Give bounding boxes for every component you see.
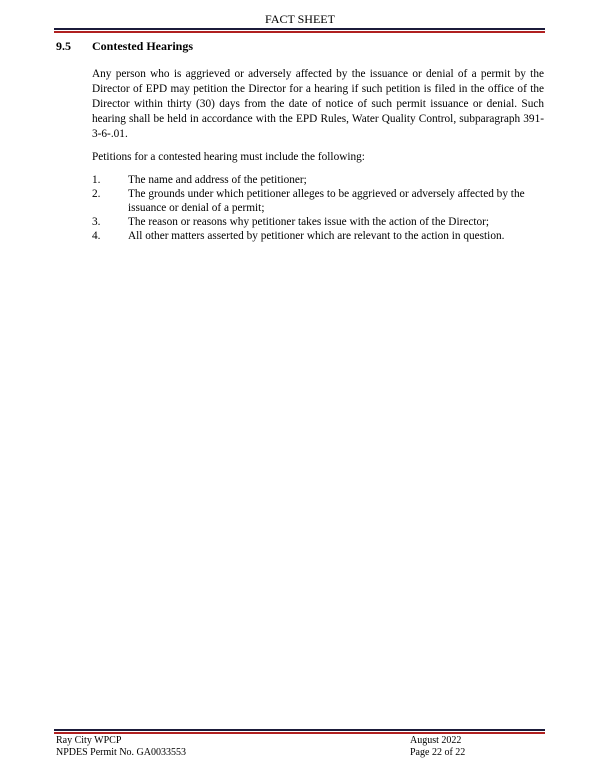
paragraph-petition-intro: Petitions for a contested hearing must include the following: [92, 151, 365, 163]
footer-right [410, 735, 465, 759]
header-rule-dark [54, 28, 545, 30]
footer-date: August 2022 [410, 735, 462, 746]
header-rule-red [54, 31, 545, 33]
page-header-title: FACT SHEET [265, 12, 335, 26]
footer-rule-dark [54, 729, 545, 731]
list-item-text: The grounds under which petitioner alleges to be aggrieved or adversely affected by the issuance or denial of a permit; [128, 188, 525, 214]
list-item [92, 187, 544, 215]
list-item-number: 1. [92, 174, 101, 186]
list-item-text: The reason or reasons why petitioner takes issue with the action of the Director; [128, 216, 490, 228]
list-item [92, 173, 544, 187]
list-item-number: 2. [92, 188, 101, 200]
footer-facility: Ray City WPCP [56, 735, 122, 746]
paragraph-hearing-rights: Any person who is aggrieved or adversely affected by the issuance or denial of a permit by the Director of EPD may petition the Director for a hearing if such petition is filed in the office of the Director within thirty (30) days from the date of notice of such permit issuance or denial. Such hearing shall be held in accordance with the EPD Rules, Water Quality Control, subparagraph 391-3-6-.01. [92, 68, 544, 140]
list-item-text: The name and address of the petitioner; [128, 174, 307, 186]
section-title: Contested Hearings [92, 39, 193, 53]
footer-rule-red [54, 732, 545, 734]
footer-page-number: Page 22 of 22 [410, 747, 466, 758]
footer-left [56, 735, 186, 759]
petition-requirements-list [92, 173, 544, 243]
list-item-number: 4. [92, 230, 101, 242]
list-item-text: All other matters asserted by petitioner which are relevant to the action in question. [128, 230, 505, 242]
list-item [92, 215, 544, 229]
list-item [92, 229, 544, 243]
footer-permit-number: NPDES Permit No. GA0033553 [56, 747, 187, 758]
section-number: 9.5 [56, 39, 71, 53]
list-item-number: 3. [92, 216, 101, 228]
